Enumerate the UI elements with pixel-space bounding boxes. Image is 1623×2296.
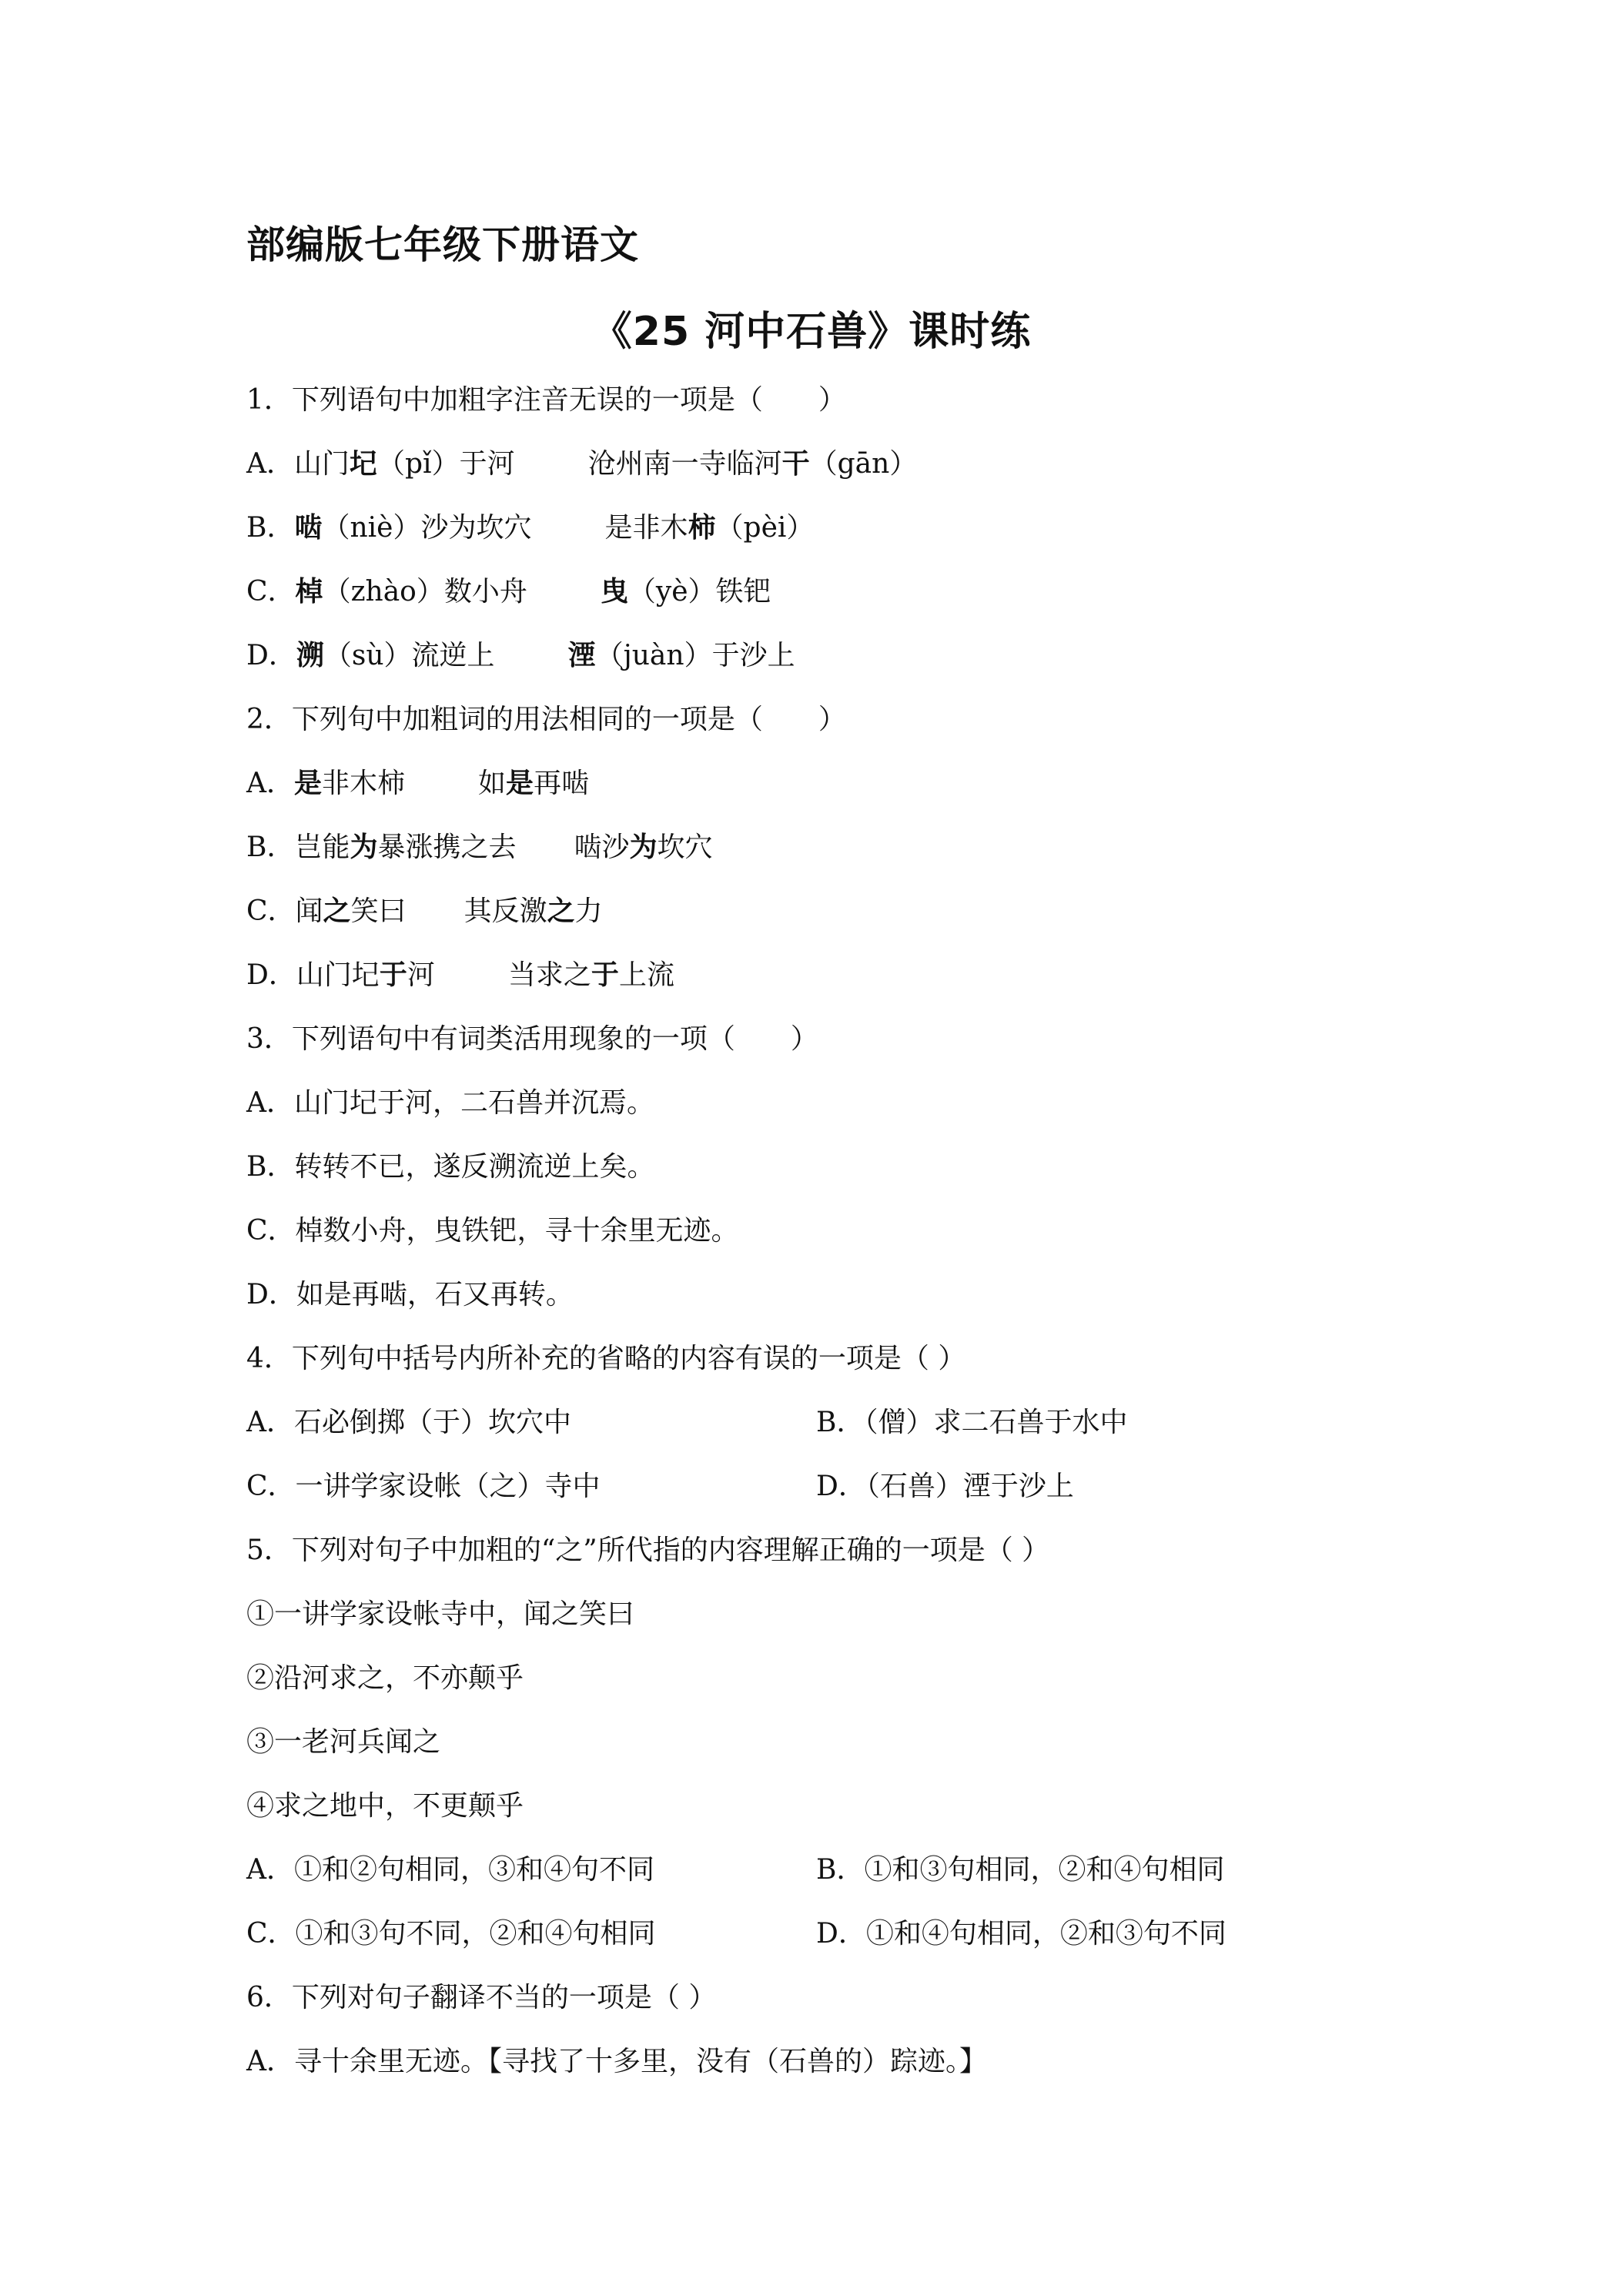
q3-option-d: D．如是再啮，石又再转。: [246, 1279, 574, 1310]
q5-option-a: A．①和②句相同，③和④句不同: [246, 1854, 654, 1886]
q2-option-c: C．闻之笑曰 其反激之力: [246, 895, 603, 927]
q3-option-a: A．山门圮于河，二石兽并沉焉。: [246, 1087, 654, 1119]
q4-option-d: D．（石兽）湮于沙上: [816, 1471, 1074, 1502]
q6-option-a: A．寻十余里无迹。【寻找了十多里，没有（石兽的）踪迹。】: [246, 2046, 987, 2077]
q4-option-a: A．石必倒掷（于）坎穴中: [246, 1407, 571, 1438]
q1-option-d: D．溯（sù）流逆上 湮（juàn）于沙上: [246, 640, 795, 671]
q5-sentence-3: ③一老河兵闻之: [246, 1726, 441, 1758]
q2-option-d: D．山门圮于河 当求之于上流: [246, 959, 674, 991]
q5-sentence-2: ②沿河求之，不亦颠乎: [246, 1662, 524, 1694]
q6-stem: 6．下列对句子翻译不当的一项是（ ）: [246, 1982, 717, 2013]
q5-sentence-4: ④求之地中，不更颠乎: [246, 1790, 524, 1822]
q5-sentence-1: ①一讲学家设帐寺中，闻之笑曰: [246, 1598, 635, 1630]
q2-option-a: A．是非木柿 如是再啮: [246, 768, 590, 799]
q3-option-b: B．转转不已，遂反溯流逆上矣。: [246, 1151, 655, 1183]
q3-option-c: C．棹数小舟，曳铁钯，寻十余里无迹。: [246, 1215, 739, 1247]
q2-option-b: B．岂能为暴涨携之去 啮沙为坎穴: [246, 832, 713, 863]
q2-stem: 2．下列句中加粗词的用法相同的一项是（ ）: [246, 704, 846, 735]
q3-stem: 3．下列语句中有词类活用现象的一项（ ）: [246, 1023, 818, 1055]
q5-option-c: C．①和③句不同，②和④句相同: [246, 1918, 656, 1950]
doc-header: 部编版七年级下册语文: [246, 223, 639, 267]
q1-option-c: C．棹（zhào）数小舟 曳（yè）铁钯: [246, 576, 771, 607]
q5-stem: 5．下列对句子中加粗的“之”所代指的内容理解正确的一项是（ ）: [246, 1535, 1050, 1566]
q4-option-b: B．（僧）求二石兽于水中: [816, 1407, 1128, 1438]
q1-option-a: A．山门圮（pǐ）于河 沧州南一寺临河干（gān）: [246, 448, 918, 480]
doc-title: 《25 河中石兽》课时练: [591, 309, 1032, 355]
q1-option-b: B．啮（niè）沙为坎穴 是非木柿（pèi）: [246, 512, 815, 544]
q4-stem: 4．下列句中括号内所补充的省略的内容有误的一项是（ ）: [246, 1343, 966, 1374]
q4-option-c: C．一讲学家设帐（之）寺中: [246, 1471, 601, 1502]
q1-stem: 1．下列语句中加粗字注音无误的一项是（ ）: [246, 384, 846, 416]
q5-option-b: B．①和③句相同，②和④句相同: [816, 1854, 1225, 1886]
q5-option-d: D．①和④句相同，②和③句不同: [816, 1918, 1226, 1950]
